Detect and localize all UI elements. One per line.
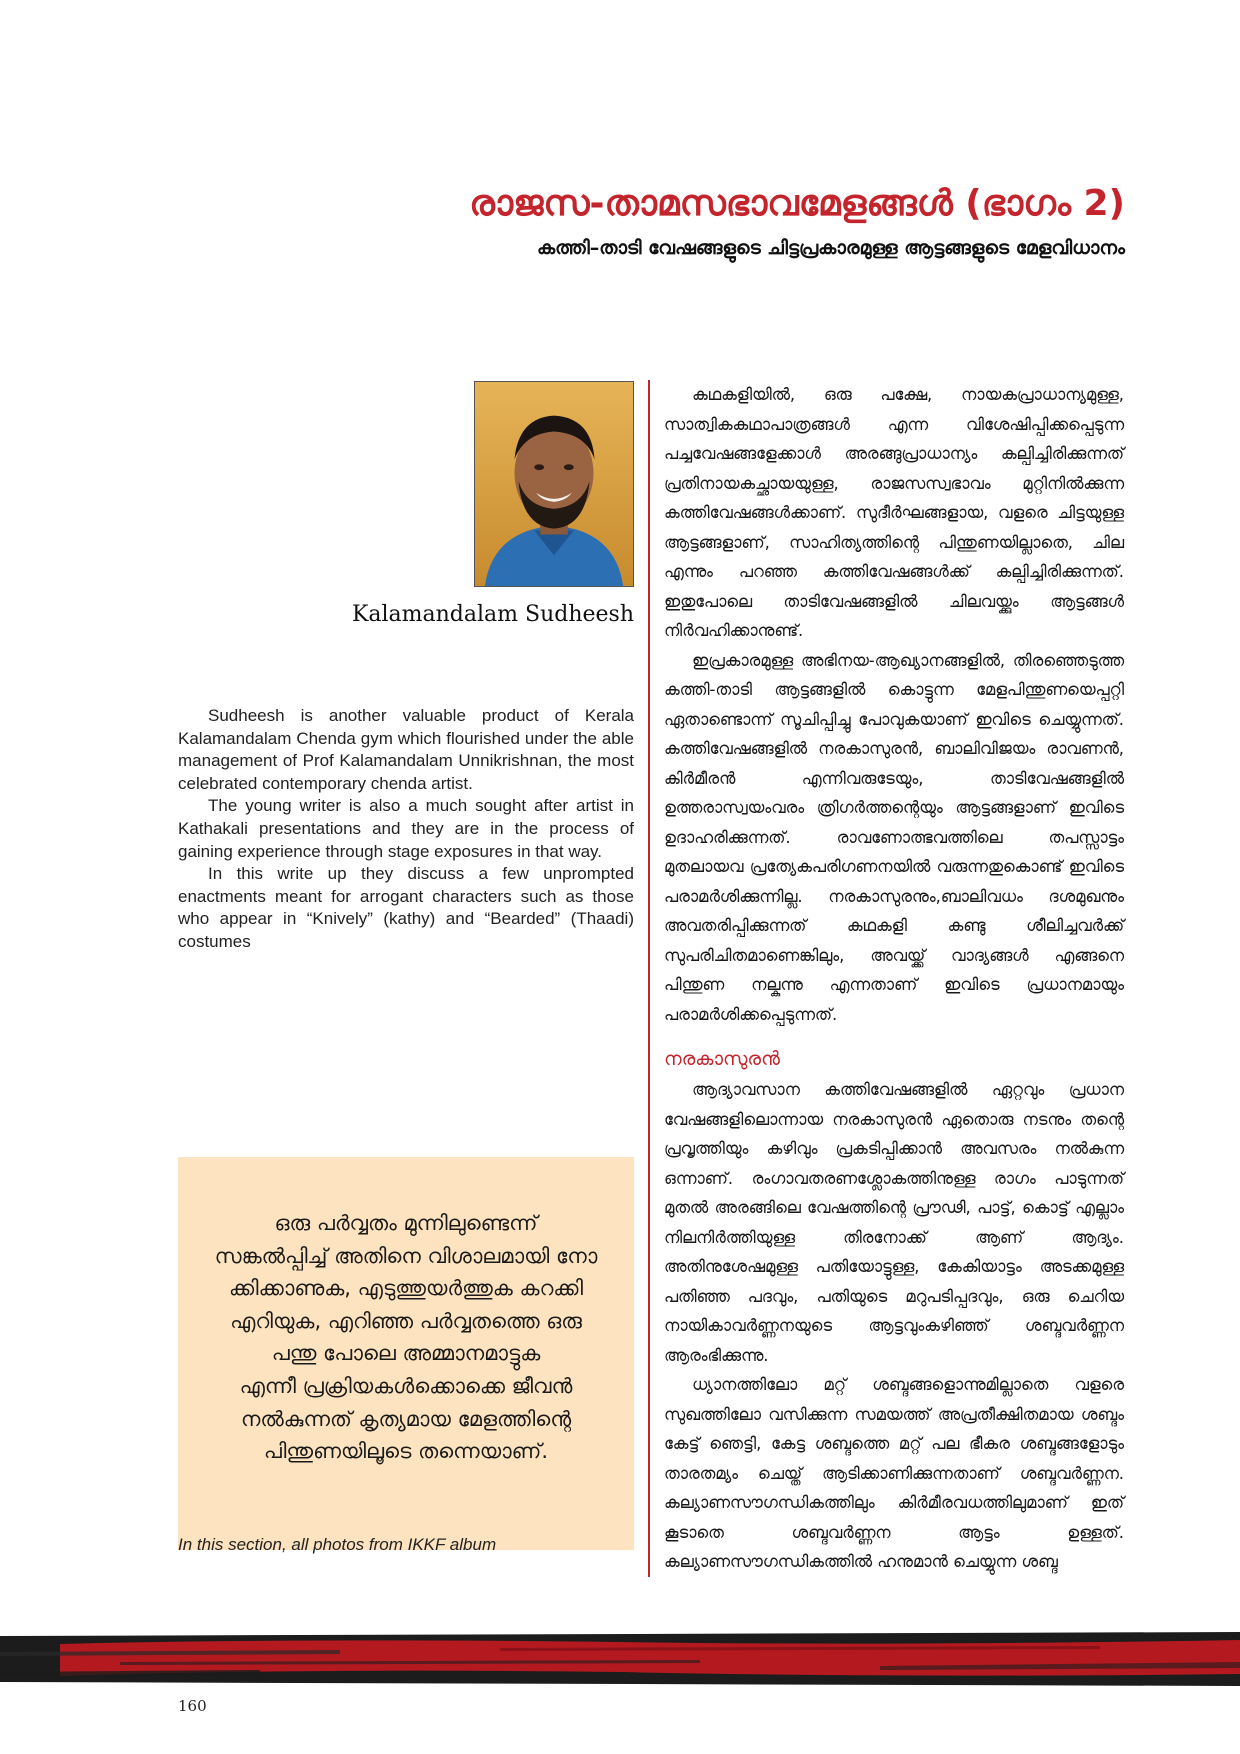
pull-quote	[178, 1157, 634, 1550]
pull-quote-line: പിന്തുണയിലൂടെ തന്നെയാണ്.	[263, 1439, 549, 1464]
pull-quote-line: സങ്കൽപ്പിച്ച് അതിനെ വിശാലമായി നോ	[214, 1243, 598, 1268]
pull-quote-line: ഒരു പർവ്വതം മുന്നിലുണ്ടെന്ന്	[274, 1211, 538, 1235]
body-paragraph: കഥകളിയിൽ, ഒരു പക്ഷേ, നായകപ്രാധാന്യമുള്ള, സാത്വികകഥാപാത്രങ്ങൾ എന്ന വിശേഷിപ്പിക്കപ്പെടുന്ന പച്ചവേഷങ്ങളേക്കാൾ അരങ്ങുപ്രാധാന്യം കല്പിച്ചിരിക്കുന്നത് പ്രതിനായകച്ഛായയുള്ള, രാജസസ്വഭാവം മുറ്റിനിൽക്കുന്ന കത്തിവേഷങ്ങൾക്കാണ്. സുദീർഘങ്ങളായ, വളരെ ചിട്ടയുള്ള ആട്ടങ്ങളാണ്, സാഹിത്യത്തിന്റെ പിന്തുണയില്ലാതെ, ചില എന്നും പറഞ്ഞ കത്തിവേഷങ്ങൾക്ക് കല്പിച്ചിരിക്കുന്നത്. ഇതുപോലെ താടിവേഷങ്ങളിൽ ചിലവയ്ക്കും ആട്ടങ്ങൾ നിർവഹിക്കാനുണ്ട്.	[664, 385, 1124, 640]
section-heading: നരകാസുരൻ	[664, 1048, 780, 1070]
body-paragraph: ധ്യാനത്തിലോ മറ്റ് ശബ്ദങ്ങളൊന്നുമില്ലാതെ വളരെ സുഖത്തിലോ വസിക്കുന്ന സമയത്ത് അപ്രതീക്ഷിതമായ ശബ്ദം കേട്ട് ഞെട്ടി, കേട്ട ശബ്ദത്തെ മറ്റ് പല ഭീകര ശബ്ദങ്ങളോടും താരതമ്യം ചെയ്ത് ആടിക്കാണിക്കുന്നതാണ് ശബ്ദവർണ്ണന. കല്യാണസൗഗന്ധികത്തിലും കിർമീരവധത്തിലുമാണ് ഇത് കൂടാതെ ശബ്ദവർണ്ണന ആട്ടം ഉള്ളത്. കല്യാണസൗഗന്ധികത്തിൽ ഹനുമാൻ ചെയ്യുന്ന ശബ്ദ	[664, 1375, 1124, 1571]
page-number: 160	[178, 1697, 207, 1715]
author-bio	[178, 705, 634, 954]
body-paragraph: ആദ്യാവസാന കത്തിവേഷങ്ങളിൽ ഏറ്റവും പ്രധാന വേഷങ്ങളിലൊന്നായ നരകാസുരൻ ഏതൊരു നടനും തന്റെ പ്രവൃത്തിയും കഴിവും പ്രകടിപ്പിക്കാൻ അവസരം നൽകുന്ന ഒന്നാണ്. രംഗാവതരണശ്ലോകത്തിനുള്ള രാഗം പാടുന്നത് മുതൽ അരങ്ങിലെ വേഷത്തിന്റെ പ്രൗഢി, പാട്ട്, കൊട്ട് എല്ലാം നിലനിർത്തിയുള്ള തിരനോക്ക് ആണ് ആദ്യം. അതിനുശേഷമുള്ള പതിയോട്ടുള്ള, കേകിയാട്ടം അടക്കമുള്ള പതിഞ്ഞ പദവും, പതിയുടെ മറുപടിപ്പദവും, ഒരു ചെറിയ നായികാവർണ്ണനയുടെ ആട്ടവുംകഴിഞ്ഞ് ശബ്ദവർണ്ണന ആരംഭിക്കുന്നു.	[664, 1080, 1124, 1365]
article-title: രാജസ-താമസഭാവമേളങ്ങൾ (ഭാഗം 2)	[469, 183, 1125, 224]
article-body	[664, 380, 1124, 1577]
pull-quote-line: എന്നീ പ്രക്രിയകൾക്കൊക്കെ ജീവൻ	[239, 1373, 573, 1398]
bio-paragraph: The young writer is also a much sought after artist in Kathakali presentations and they are in the process of gaining experience through stage exposures in that way.	[178, 796, 634, 861]
column-divider	[648, 380, 650, 1577]
bio-paragraph: Sudheesh is another valuable product of Kerala Kalamandalam Chenda gym which flourished under the able management of Prof Kalamandalam Unnikrishnan, the most celebrated contemporary chenda artist.	[178, 706, 634, 793]
pull-quote-line: ക്കിക്കാണുക, എടുത്തുയർത്തുക കറക്കി	[228, 1276, 584, 1301]
photo-credit-caption: In this section, all photos from IKKF album	[178, 1535, 497, 1554]
article-subtitle: കത്തി–താടി വേഷങ്ങളുടെ ചിട്ടപ്രകാരമുള്ള ആട്ടങ്ങളുടെ മേളവിധാനം	[536, 237, 1125, 259]
pull-quote-line: എറിയുക, എറിഞ്ഞ പർവ്വതത്തെ ഒരു	[230, 1308, 582, 1333]
body-paragraph: ഇപ്രകാരമുള്ള അഭിനയ-ആഖ്യാനങ്ങളിൽ, തിരഞ്ഞെടുത്ത കത്തി-താടി ആട്ടങ്ങളിൽ കൊട്ടുന്ന മേളപിന്തുണയെപ്പറ്റി ഏതാണ്ടൊന്ന് സൂചിപ്പിച്ചു പോവുകയാണ് ഇവിടെ ചെയ്യുന്നത്. കത്തിവേഷങ്ങളിൽ നരകാസുരൻ, ബാലിവിജയം രാവണൻ, കിർമീരൻ എന്നിവരുടേയും, താടിവേഷങ്ങളിൽ ഉത്തരാസ്വയംവരം ത്രിഗർത്തന്റെയും ആട്ടങ്ങളാണ് ഇവിടെ ഉദാഹരിക്കുന്നത്. രാവണോത്ഭവത്തിലെ തപസ്സാട്ടം മുതലായവ പ്രത്യേകപരിഗണനയിൽ വരുന്നതുകൊണ്ട് ഇവിടെ പരാമർശിക്കുന്നില്ല. നരകാസുരനും,ബാലിവധം ദശമുഖനും അവതരിപ്പിക്കുന്നത് കഥകളി കണ്ടു ശീലിച്ചവർക്ക് സുപരിചിതമാണെങ്കിലും, അവയ്ക്ക് വാദ്യങ്ങൾ എങ്ങനെ പിന്തുണ നല്കുന്നു എന്നതാണ് ഇവിടെ പ്രധാനമായും പരാമർശിക്കപ്പെടുന്നത്.	[664, 650, 1124, 1024]
bio-paragraph: In this write up they discuss a few unprompted enactments meant for arrogant characters such as those who appear in “Knively” (kathy) and “Bearded” (Thaadi) costumes	[178, 864, 634, 951]
author-photo	[474, 381, 634, 587]
author-name: Kalamandalam Sudheesh	[351, 602, 634, 627]
brush-stroke-footer-band	[0, 1632, 1240, 1686]
pull-quote-line: നൽകുന്നത് കൃത്യമായ മേളത്തിന്റെ	[240, 1406, 572, 1431]
pull-quote-line: പന്തു പോലെ അമ്മാനമാട്ടുക	[271, 1341, 541, 1366]
